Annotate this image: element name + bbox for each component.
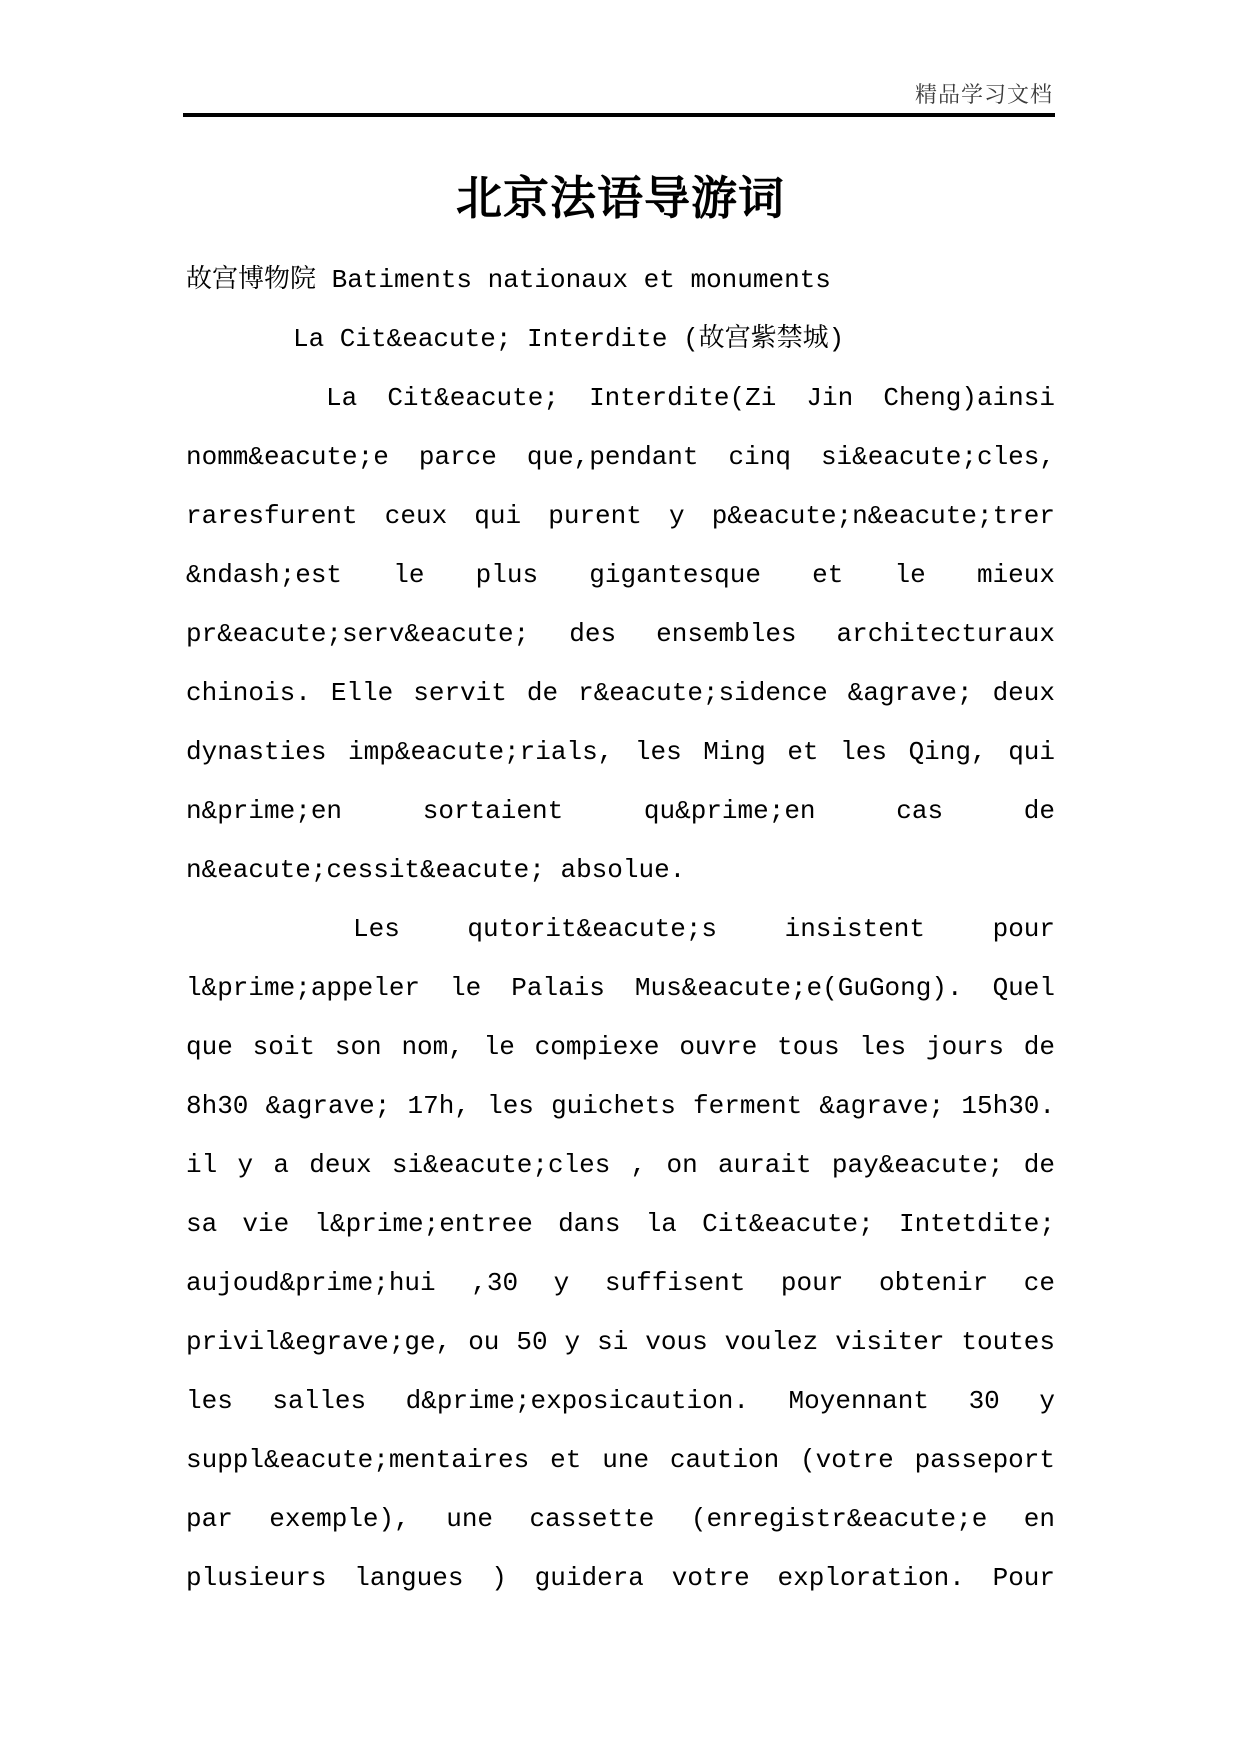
text-line: sa vie l&prime;entree dans la Cit&eacute; Intetdite;	[186, 1209, 1055, 1239]
text-line: n&eacute;cessit&eacute; absolue.	[186, 855, 686, 885]
text-line: l&prime;appeler le Palais Mus&eacute;e(GuGong). Quel	[186, 973, 1055, 1003]
text-line: Les qutorit&eacute;s insistent pour	[353, 914, 1055, 944]
header-rule	[183, 113, 1055, 117]
header-note: 精品学习文档	[914, 82, 1053, 107]
text-line: que soit son nom, le compiexe ouvre tous les jours de	[186, 1032, 1055, 1062]
text-line: par exemple), une cassette (enregistr&eacute;e en	[186, 1504, 1055, 1534]
page-content	[186, 0, 1055, 1754]
text-line: raresfurent ceux qui purent y p&eacute;n&eacute;trer	[186, 501, 1055, 531]
page-title: 北京法语导游词	[456, 173, 785, 224]
text-line: 故宫博物院 Batiments nationaux et monuments	[186, 265, 831, 295]
text-line: La Cit&eacute; Interdite(Zi Jin Cheng)ainsi	[326, 383, 1055, 413]
text-line: n&prime;en sortaient qu&prime;en cas de	[186, 796, 1055, 826]
text-line: nomm&eacute;e parce que,pendant cinq si&eacute;cles,	[186, 442, 1055, 472]
text-line: plusieurs langues ) guidera votre exploration. Pour	[186, 1563, 1055, 1593]
text-line: chinois. Elle servit de r&eacute;sidence &agrave; deux	[186, 678, 1055, 708]
document-body	[186, 251, 1055, 1608]
text-line: 8h30 &agrave; 17h, les guichets ferment &agrave; 15h30.	[186, 1091, 1055, 1121]
text-line: suppl&eacute;mentaires et une caution (votre passeport	[186, 1445, 1055, 1475]
text-line: les salles d&prime;exposicaution. Moyennant 30 y	[186, 1386, 1055, 1416]
text-line: &ndash;est le plus gigantesque et le mieux	[186, 560, 1055, 590]
text-line: pr&eacute;serv&eacute; des ensembles architecturaux	[186, 619, 1055, 649]
text-line: La Cit&eacute; Interdite (故宫紫禁城)	[293, 324, 845, 354]
text-line: aujoud&prime;hui ,30 y suffisent pour obtenir ce	[186, 1268, 1055, 1298]
text-line: dynasties imp&eacute;rials, les Ming et les Qing, qui	[186, 737, 1055, 767]
text-line: il y a deux si&eacute;cles , on aurait pay&eacute; de	[186, 1150, 1055, 1180]
text-line: privil&egrave;ge, ou 50 y si vous voulez visiter toutes	[186, 1327, 1055, 1357]
